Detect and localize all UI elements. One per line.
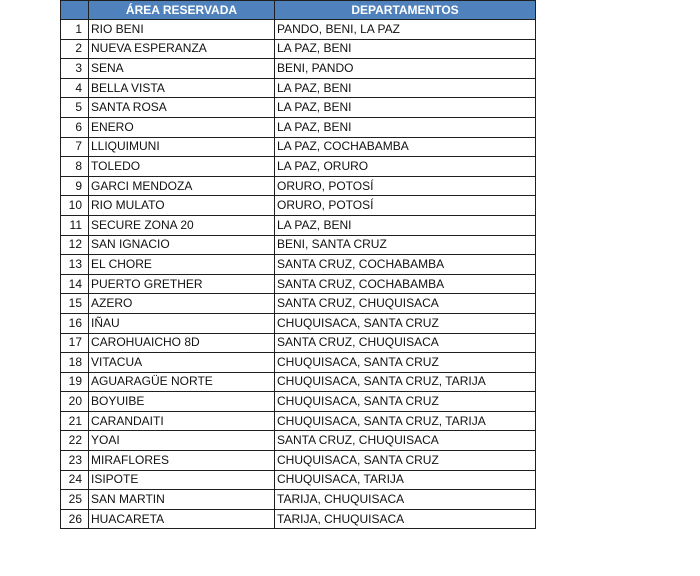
table-row	[61, 294, 536, 314]
row-number-cell: 14	[61, 274, 89, 294]
departments-cell: SANTA CRUZ, CHUQUISACA	[275, 333, 536, 353]
table-row	[61, 196, 536, 216]
header-row	[61, 1, 536, 20]
row-number-cell: 5	[61, 98, 89, 118]
departments-cell: SANTA CRUZ, COCHABAMBA	[275, 274, 536, 294]
reserved-areas-table	[60, 0, 536, 529]
area-name-cell: EL CHORE	[89, 255, 275, 275]
area-name-cell: TOLEDO	[89, 157, 275, 177]
departments-cell: SANTA CRUZ, CHUQUISACA	[275, 294, 536, 314]
table-row	[61, 333, 536, 353]
area-name-cell: AGUARAGÜE NORTE	[89, 372, 275, 392]
header-departments: DEPARTAMENTOS	[275, 1, 536, 20]
table-row	[61, 117, 536, 137]
departments-cell: ORURO, POTOSÍ	[275, 196, 536, 216]
table-row	[61, 59, 536, 79]
table-row	[61, 157, 536, 177]
header-area: ÁREA RESERVADA	[89, 1, 275, 20]
area-name-cell: SAN IGNACIO	[89, 235, 275, 255]
departments-cell: CHUQUISACA, SANTA CRUZ	[275, 451, 536, 471]
table-row	[61, 372, 536, 392]
area-name-cell: ENERO	[89, 117, 275, 137]
table-row	[61, 313, 536, 333]
table-row	[61, 20, 536, 40]
area-name-cell: HUACARETA	[89, 509, 275, 529]
departments-cell: CHUQUISACA, TARIJA	[275, 470, 536, 490]
area-name-cell: BELLA VISTA	[89, 78, 275, 98]
departments-cell: LA PAZ, BENI	[275, 78, 536, 98]
departments-cell: LA PAZ, BENI	[275, 39, 536, 59]
table-row	[61, 215, 536, 235]
table-row	[61, 490, 536, 510]
departments-cell: BENI, SANTA CRUZ	[275, 235, 536, 255]
area-name-cell: MIRAFLORES	[89, 451, 275, 471]
area-name-cell: CARANDAITI	[89, 411, 275, 431]
table-row	[61, 98, 536, 118]
row-number-cell: 6	[61, 117, 89, 137]
table-row	[61, 509, 536, 529]
table-row	[61, 470, 536, 490]
table-row	[61, 392, 536, 412]
area-name-cell: GARCI MENDOZA	[89, 176, 275, 196]
table-row	[61, 431, 536, 451]
table-body	[61, 20, 536, 529]
area-name-cell: VITACUA	[89, 353, 275, 373]
departments-cell: LA PAZ, ORURO	[275, 157, 536, 177]
area-name-cell: PUERTO GRETHER	[89, 274, 275, 294]
row-number-cell: 9	[61, 176, 89, 196]
row-number-cell: 22	[61, 431, 89, 451]
table-row	[61, 353, 536, 373]
departments-cell: CHUQUISACA, SANTA CRUZ, TARIJA	[275, 411, 536, 431]
table-row	[61, 78, 536, 98]
row-number-cell: 3	[61, 59, 89, 79]
departments-cell: CHUQUISACA, SANTA CRUZ, TARIJA	[275, 372, 536, 392]
area-name-cell: SECURE ZONA 20	[89, 215, 275, 235]
row-number-cell: 16	[61, 313, 89, 333]
departments-cell: TARIJA, CHUQUISACA	[275, 509, 536, 529]
row-number-cell: 7	[61, 137, 89, 157]
area-name-cell: ISIPOTE	[89, 470, 275, 490]
row-number-cell: 12	[61, 235, 89, 255]
departments-cell: SANTA CRUZ, COCHABAMBA	[275, 255, 536, 275]
area-name-cell: RIO MULATO	[89, 196, 275, 216]
table-row	[61, 39, 536, 59]
row-number-cell: 15	[61, 294, 89, 314]
table-row	[61, 235, 536, 255]
row-number-cell: 24	[61, 470, 89, 490]
departments-cell: LA PAZ, BENI	[275, 117, 536, 137]
row-number-cell: 13	[61, 255, 89, 275]
row-number-cell: 11	[61, 215, 89, 235]
departments-cell: SANTA CRUZ, CHUQUISACA	[275, 431, 536, 451]
header-number	[61, 1, 89, 20]
row-number-cell: 8	[61, 157, 89, 177]
departments-cell: LA PAZ, COCHABAMBA	[275, 137, 536, 157]
area-name-cell: SANTA ROSA	[89, 98, 275, 118]
table-row	[61, 137, 536, 157]
row-number-cell: 23	[61, 451, 89, 471]
row-number-cell: 4	[61, 78, 89, 98]
row-number-cell: 1	[61, 20, 89, 40]
departments-cell: CHUQUISACA, SANTA CRUZ	[275, 313, 536, 333]
departments-cell: TARIJA, CHUQUISACA	[275, 490, 536, 510]
table-row	[61, 411, 536, 431]
departments-cell: ORURO, POTOSÍ	[275, 176, 536, 196]
area-name-cell: BOYUIBE	[89, 392, 275, 412]
departments-cell: CHUQUISACA, SANTA CRUZ	[275, 392, 536, 412]
table-row	[61, 176, 536, 196]
area-name-cell: AZERO	[89, 294, 275, 314]
area-name-cell: SAN MARTIN	[89, 490, 275, 510]
table-row	[61, 274, 536, 294]
table-row	[61, 451, 536, 471]
departments-cell: LA PAZ, BENI	[275, 98, 536, 118]
row-number-cell: 18	[61, 353, 89, 373]
row-number-cell: 17	[61, 333, 89, 353]
row-number-cell: 25	[61, 490, 89, 510]
row-number-cell: 10	[61, 196, 89, 216]
departments-cell: PANDO, BENI, LA PAZ	[275, 20, 536, 40]
row-number-cell: 26	[61, 509, 89, 529]
area-name-cell: NUEVA ESPERANZA	[89, 39, 275, 59]
row-number-cell: 19	[61, 372, 89, 392]
row-number-cell: 20	[61, 392, 89, 412]
area-name-cell: YOAI	[89, 431, 275, 451]
departments-cell: BENI, PANDO	[275, 59, 536, 79]
departments-cell: CHUQUISACA, SANTA CRUZ	[275, 353, 536, 373]
table-row	[61, 255, 536, 275]
area-name-cell: CAROHUAICHO 8D	[89, 333, 275, 353]
area-name-cell: RIO BENI	[89, 20, 275, 40]
area-name-cell: IÑAU	[89, 313, 275, 333]
area-name-cell: LLIQUIMUNI	[89, 137, 275, 157]
row-number-cell: 2	[61, 39, 89, 59]
departments-cell: LA PAZ, BENI	[275, 215, 536, 235]
area-name-cell: SENA	[89, 59, 275, 79]
row-number-cell: 21	[61, 411, 89, 431]
